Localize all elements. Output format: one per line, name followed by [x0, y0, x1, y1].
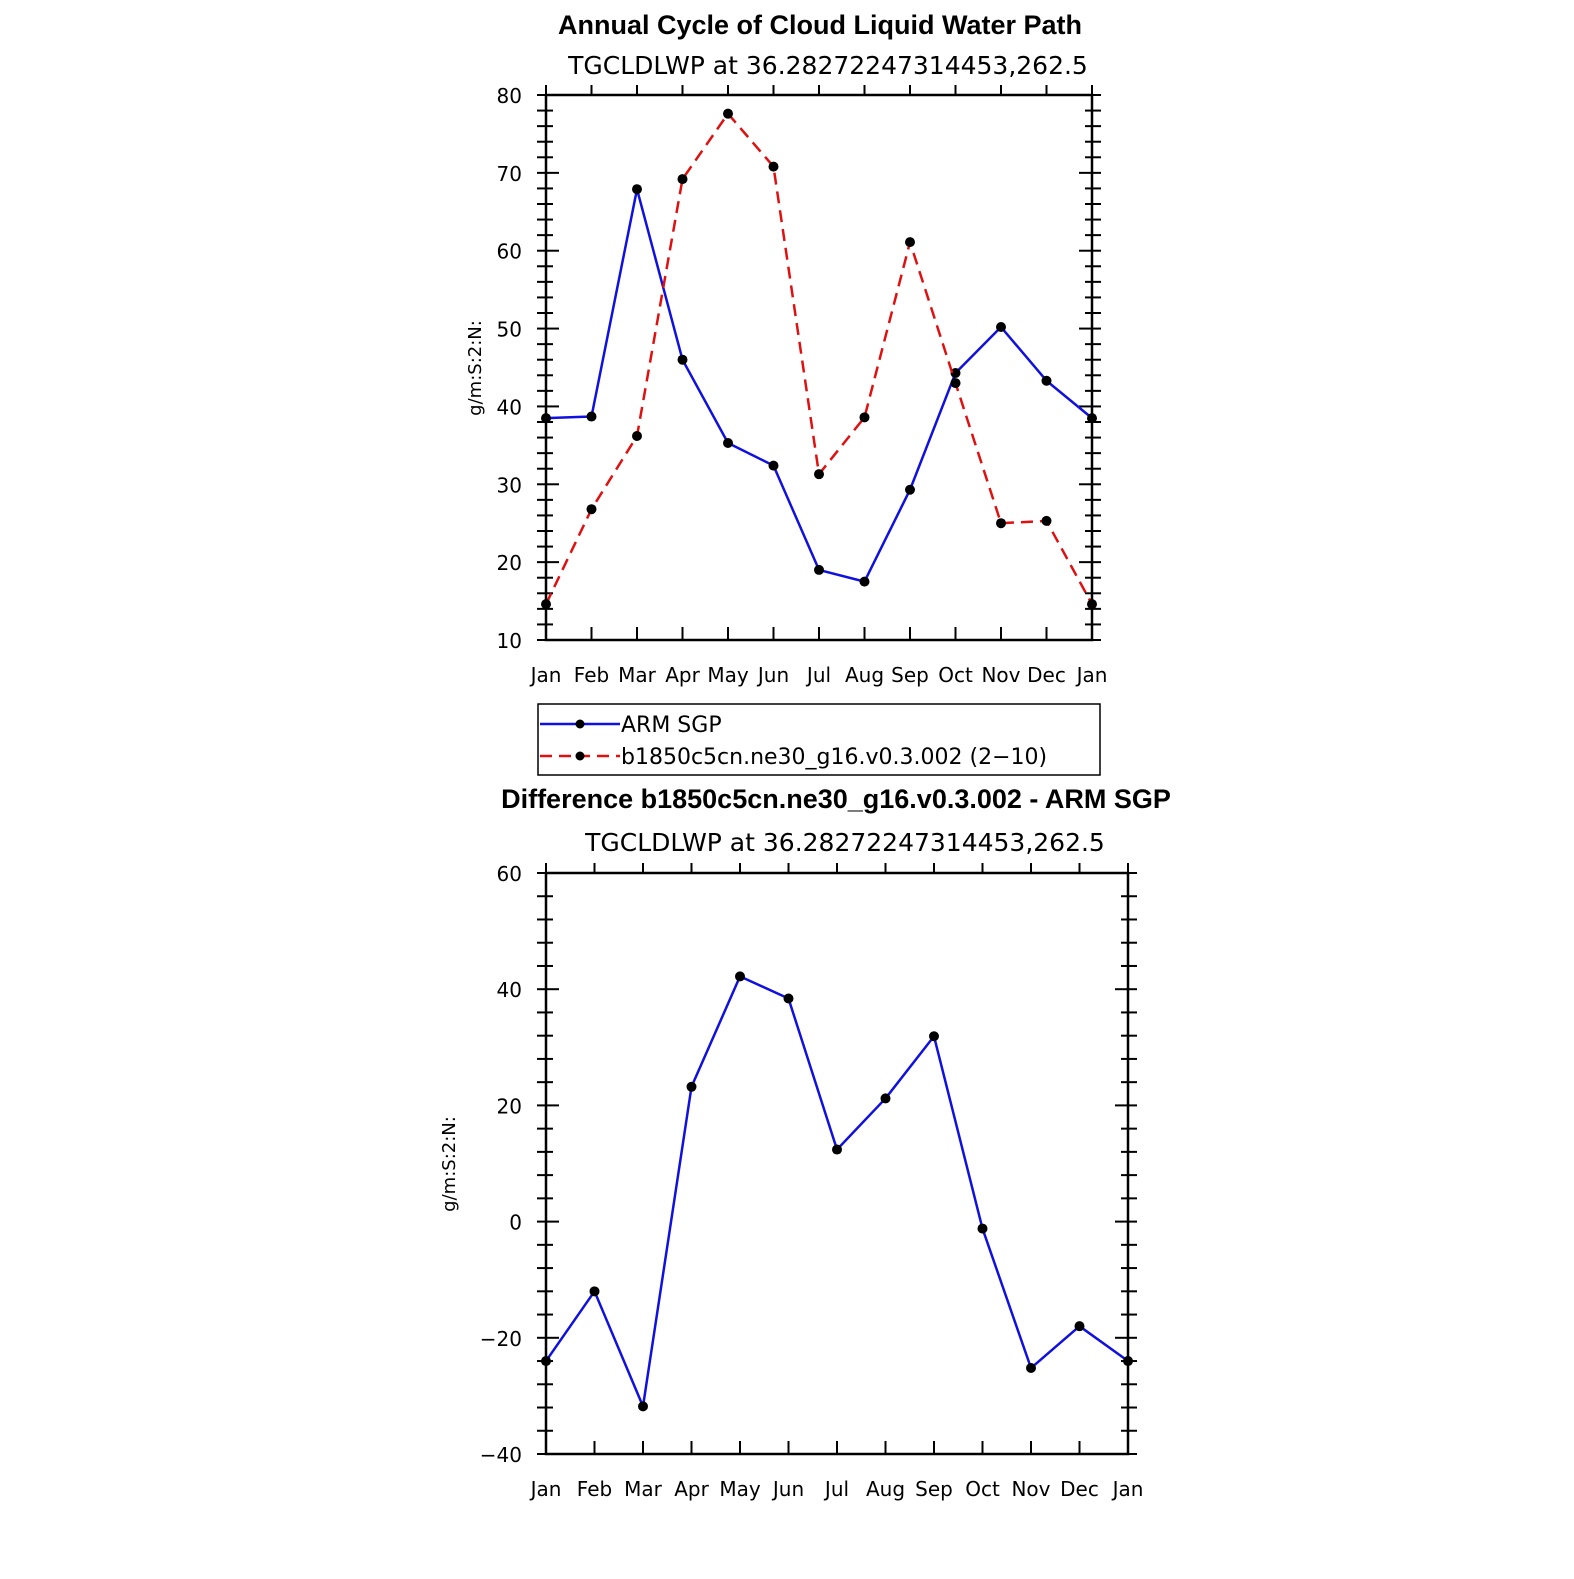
x-tick-label: Oct [965, 1477, 1000, 1501]
x-tick-label: Jun [772, 1477, 805, 1501]
y-tick-label: 50 [496, 317, 522, 342]
y-tick-label: −20 [479, 1326, 522, 1351]
y-tick-label: 20 [496, 551, 522, 576]
x-tick-label: Sep [915, 1477, 953, 1501]
x-tick-label: Jan [1076, 663, 1108, 687]
series-line-1 [546, 976, 1128, 1406]
legend-label-model: b1850c5cn.ne30_g16.v0.3.002 (2−10) [621, 745, 1048, 770]
x-tick-label: Dec [1060, 1477, 1099, 1501]
chart1-frame [546, 95, 1092, 640]
data-point [1042, 376, 1052, 386]
x-tick-label: Nov [1011, 1477, 1051, 1501]
data-point [814, 565, 824, 575]
data-point [590, 1286, 600, 1296]
data-point [1042, 516, 1052, 526]
data-point [905, 237, 915, 247]
legend-label-arm-sgp: ARM SGP [621, 713, 722, 738]
x-tick-label: Apr [674, 1477, 709, 1501]
data-point [978, 1224, 988, 1234]
data-point [860, 412, 870, 422]
data-point [905, 485, 915, 495]
y-tick-label: 80 [496, 84, 522, 108]
x-tick-label: Mar [618, 663, 656, 687]
chart2-y-axis-label: g/m:S:2:N: [439, 1116, 460, 1212]
data-point [1087, 599, 1097, 609]
x-tick-label: Jul [806, 663, 832, 687]
data-point [1087, 413, 1097, 423]
y-tick-label: 30 [496, 473, 522, 498]
y-tick-label: 60 [496, 239, 522, 264]
data-point [735, 971, 745, 981]
y-tick-label: 70 [496, 161, 522, 186]
x-tick-label: Jun [757, 663, 790, 687]
data-point [587, 504, 597, 514]
data-point [678, 355, 688, 365]
data-point [814, 469, 824, 479]
x-tick-label: Aug [844, 663, 885, 687]
y-tick-label: 0 [509, 1210, 522, 1235]
data-point [541, 413, 551, 423]
x-tick-label: Jul [824, 1477, 850, 1501]
series-line-2 [546, 114, 1092, 605]
chart1-plot-area [497, 84, 1108, 687]
data-point [1123, 1356, 1133, 1366]
data-point [951, 378, 961, 388]
data-point [1075, 1321, 1085, 1331]
data-point [541, 599, 551, 609]
x-tick-label: Feb [576, 1477, 613, 1501]
chart1-legend [538, 704, 1100, 775]
x-tick-label: Apr [665, 663, 700, 687]
x-tick-label: May [719, 1477, 761, 1501]
data-point [723, 438, 733, 448]
annual-cycle-chart [465, 10, 1107, 775]
y-tick-label: 40 [496, 978, 522, 1003]
chart2-plot-area [480, 862, 1144, 1501]
data-point [832, 1145, 842, 1155]
data-point [1026, 1363, 1036, 1373]
chart2-subtitle: TGCLDLWP at 36.28272247314453,262.5 [585, 828, 1105, 857]
x-tick-label: Feb [573, 663, 610, 687]
x-tick-label: Jan [1112, 1477, 1144, 1501]
x-tick-label: Aug [865, 1477, 906, 1501]
legend-marker-model [576, 752, 585, 761]
chart1-y-axis-label: g/m:S:2:N: [465, 320, 486, 416]
y-tick-label: −40 [479, 1443, 522, 1467]
x-tick-label: Sep [891, 663, 929, 687]
data-point [587, 412, 597, 422]
data-point [784, 993, 794, 1003]
data-point [632, 184, 642, 194]
chart2-title: Difference b1850c5cn.ne30_g16.v0.3.002 - ARM SGP [501, 784, 1171, 814]
data-point [881, 1093, 891, 1103]
data-point [996, 322, 1006, 332]
y-tick-label: 10 [496, 629, 522, 653]
y-tick-label: 20 [496, 1094, 522, 1119]
data-point [769, 461, 779, 471]
x-tick-label: Mar [624, 1477, 662, 1501]
y-tick-label: 40 [496, 395, 522, 420]
data-point [541, 1356, 551, 1366]
chart1-subtitle: TGCLDLWP at 36.28272247314453,262.5 [568, 51, 1088, 80]
data-point [687, 1082, 697, 1092]
data-point [723, 109, 733, 119]
chart1-title: Annual Cycle of Cloud Liquid Water Path [557, 10, 1083, 40]
data-point [638, 1401, 648, 1411]
legend-marker-arm-sgp [576, 720, 585, 729]
x-tick-label: May [707, 663, 749, 687]
difference-chart [439, 784, 1171, 1501]
x-tick-label: Nov [981, 663, 1021, 687]
data-point [678, 174, 688, 184]
x-tick-label: Dec [1027, 663, 1066, 687]
x-tick-label: Oct [938, 663, 973, 687]
data-point [860, 577, 870, 587]
x-tick-label: Jan [530, 663, 562, 687]
y-tick-label: 60 [496, 862, 522, 886]
chart2-frame [546, 873, 1128, 1454]
data-point [769, 162, 779, 172]
data-point [929, 1031, 939, 1041]
data-point [996, 518, 1006, 528]
data-point [632, 431, 642, 441]
x-tick-label: Jan [530, 1477, 562, 1501]
